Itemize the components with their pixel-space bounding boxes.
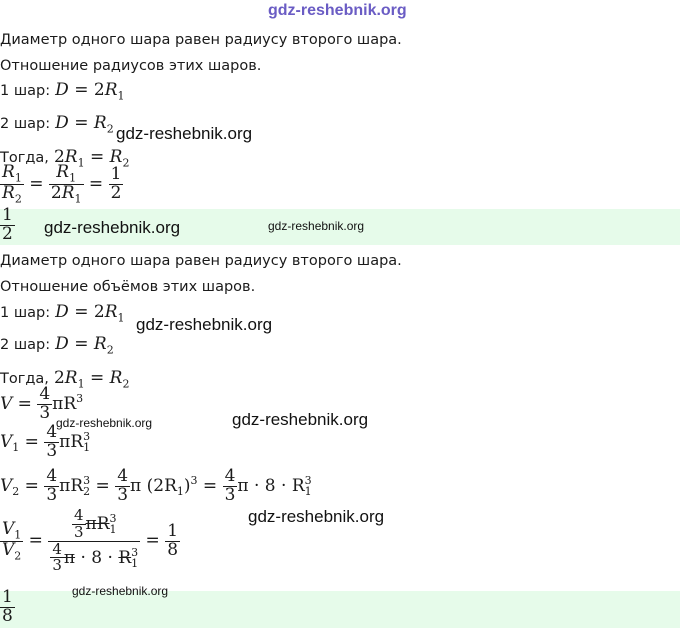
watermark: gdz-reshebnik.org [116,124,253,143]
answer-fraction: $\frac{1}{2}$ [2,205,13,244]
ball-2-label: 2 шар: [0,337,51,353]
watermark: gdz-reshebnik.org [248,507,385,526]
ball-2-label: 2 шар: [0,116,51,132]
ball-2-formula: $D = R_2$ [55,334,114,357]
ball-1-label: 1 шар: [0,83,51,99]
ball-1-label: 1 шар: [0,305,51,321]
answer-box [0,584,680,628]
statement-line: Диаметр одного шара равен радиусу второго шара. [0,253,402,269]
watermark: gdz-reshebnik.org [44,218,181,237]
ball-1-formula: $D = 2R_1$ [55,302,125,325]
answer-box [0,205,680,245]
ratio-equation: $\frac{R_1}{R_2}$ = $\frac{R_1}{2R_1}$ = $\frac{1}{2}$ [2,162,122,206]
answer-fraction: $\frac{1}{8}$ [2,587,13,626]
then-label: Тогда, [0,150,49,166]
question-line: Отношение радиусов этих шаров. [0,58,262,74]
ball-2-equation [0,334,114,356]
volume-formula: V = $\frac{4}{3}$ $\pi R^3$ [0,384,84,423]
ball-2-equation [0,113,114,135]
watermark: gdz-reshebnik.org [232,410,369,429]
ball-2-formula: $D = R_2$ [55,113,114,136]
watermark: gdz-reshebnik.org [136,315,273,334]
then-formula: $2R_1 = R_2$ [53,368,130,391]
ball-1-equation [0,302,125,324]
volume-2-formula: $V_2$ = $\frac{4}{3}$ $\pi R^3_2$ = $\frac{4}{3}$ π $(2R_1)^3$ = $\frac{4}{3}$ $\pi \cdot 8 \cdot R^3_1$ [0,466,312,505]
top-watermark: gdz-reshebnik.org [268,2,407,19]
then-label: Тогда, [0,371,49,387]
volume-ratio-equation: $\frac{V_1}{V_2}$ = $\frac{4}{3}$ $\pi R^3_1$ $\frac{4}{3}$ $\pi \cdot 8 \cdot R^3_1$ = $\frac{1}{8}$ [2,506,179,575]
question-line: Отношение объёмов этих шаров. [0,279,256,295]
volume-1-formula: $V_1$ = $\frac{4}{3}$ $\pi R^3_1$ [0,422,91,461]
ball-1-equation [0,80,125,102]
statement-line: Диаметр одного шара равен радиусу второго шара. [0,32,402,48]
watermark: gdz-reshebnik.org [72,584,169,598]
watermark: gdz-reshebnik.org [268,219,365,233]
then-formula: $2R_1 = R_2$ [53,147,130,170]
ball-1-formula: $D = 2R_1$ [55,80,125,103]
watermark: gdz-reshebnik.org [56,416,153,430]
